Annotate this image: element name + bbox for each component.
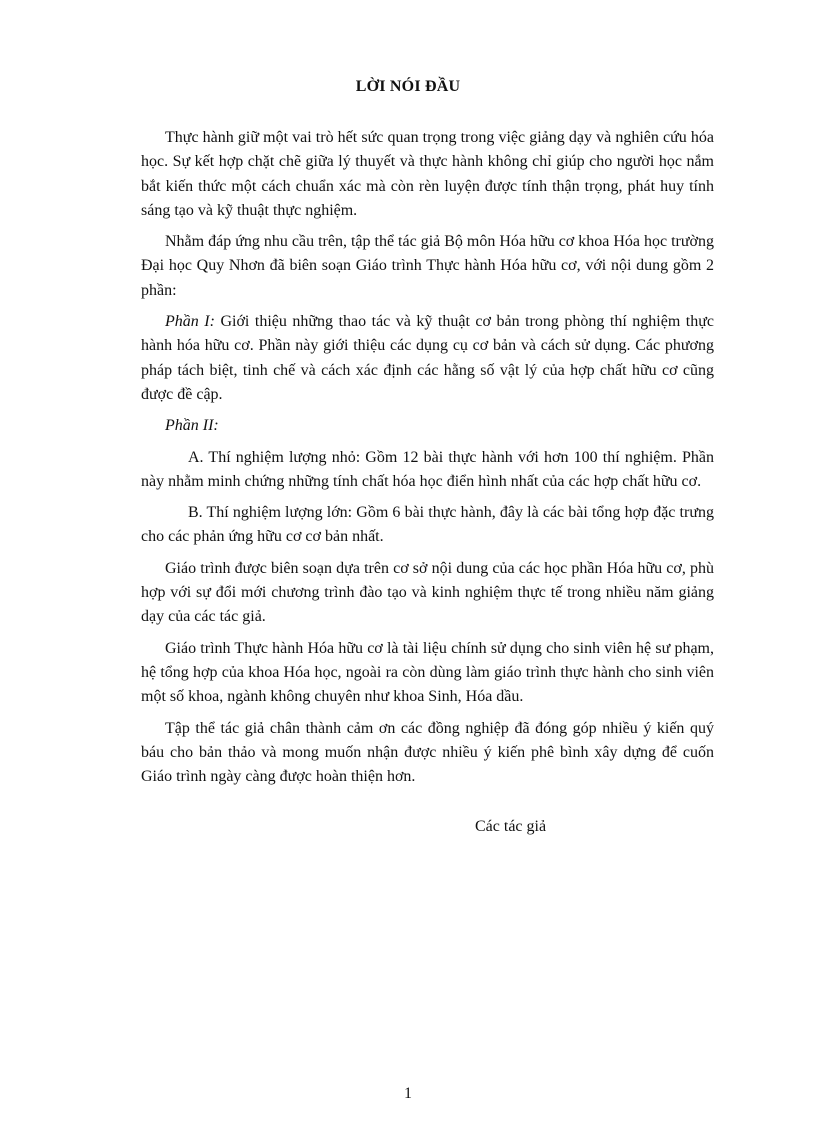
page-number: 1 xyxy=(404,1085,412,1102)
paragraph-thanks: Tập thể tác giả chân thành cảm ơn các đồng nghiệp đã đóng góp nhiều ý kiến quý báu cho bản thảo và mong muốn nhận được nhiều ý kiến phê bình xây dựng để cuốn Giáo trình ngày càng được hoàn thiện hơn. xyxy=(141,719,714,786)
paragraph-basis: Giáo trình được biên soạn dựa trên cơ sở nội dung của các học phần Hóa hữu cơ, phù hợp với sự đổi mới chương trình đào tạo và kinh nghiệm thực tế trong nhiều năm giảng dạy của các tác giả. xyxy=(141,559,714,626)
paragraph-usage: Giáo trình Thực hành Hóa hữu cơ là tài liệu chính sử dụng cho sinh viên hệ sư phạm, hệ tổng hợp của khoa Hóa học, ngoài ra còn dùng làm giáo trình thực hành cho sinh viên một số khoa, ngành không chuyên như khoa Sinh, Hóa dầu. xyxy=(141,639,714,706)
paragraph-purpose: Nhằm đáp ứng nhu cầu trên, tập thể tác giả Bộ môn Hóa hữu cơ khoa Hóa học trường Đại học Quy Nhơn đã biên soạn Giáo trình Thực hành Hóa hữu cơ, với nội dung gồm 2 phần: xyxy=(141,233,715,299)
part-one-label: Phần I: xyxy=(165,313,215,331)
paragraph-part-two-a: A. Thí nghiệm lượng nhỏ: Gồm 12 bài thực hành với hơn 100 thí nghiệm. Phần này nhằm minh chứng những tính chất hóa học điển hình nhất của các hợp chất hữu cơ. xyxy=(141,448,714,490)
page-title: LỜI NÓI ĐẦU xyxy=(355,78,461,95)
signature: Các tác giả xyxy=(475,818,547,835)
paragraph-part-two xyxy=(141,414,714,438)
part-one-text: Giới thiệu những thao tác và kỹ thuật cơ bản trong phòng thí nghiệm thực hành hóa hữu cơ. Phần này giới thiệu các dụng cụ cơ bản và cách sử dụng. Các phương pháp tách biệt, tinh chế và cách xác định các hằng số vật lý của hợp chất hữu cơ cũng được đề cập. xyxy=(141,313,714,403)
paragraph-part-one xyxy=(141,310,714,407)
paragraph-intro: Thực hành giữ một vai trò hết sức quan trọng trong việc giảng dạy và nghiên cứu hóa học. Sự kết hợp chặt chẽ giữa lý thuyết và thực hành không chỉ giúp cho người học nắm bắt kiến thức một cách chuẩn xác mà còn rèn luyện được tính thận trọng, phát huy tính sáng tạo và kỹ thuật thực nghiệm. xyxy=(141,129,714,219)
paragraph-part-two-b: B. Thí nghiệm lượng lớn: Gồm 6 bài thực hành, đây là các bài tổng hợp đặc trưng cho các phản ứng hữu cơ cơ bản nhất. xyxy=(141,504,714,546)
preface-body xyxy=(141,126,714,796)
part-two-label: Phần II: xyxy=(165,417,219,435)
